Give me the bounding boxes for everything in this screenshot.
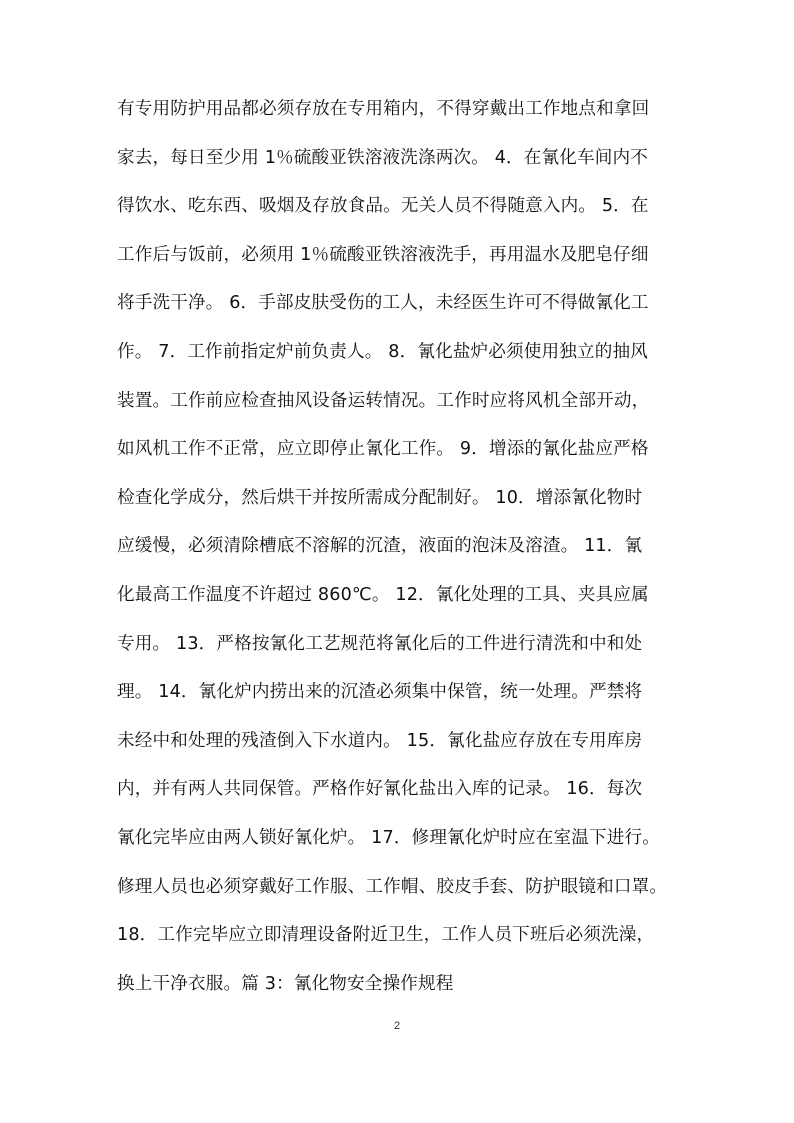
text-line-10: 应缓慢，必须清除槽底不溶解的沉渣，液面的泡沫及溶渣。 11．氰 [117,536,643,557]
text-line-2: 家去，每日至少用 1％硫酸亚铁溶液洗涤两次。 4．在氰化车间内不 [117,147,649,168]
body-text [117,85,687,1008]
text-line-17: 修理人员也必须穿戴好工作服、工作帽、胶皮手套、防护眼镜和口罩。 [117,876,668,897]
text-line-3: 得饮水、吃东西、吸烟及存放食品。无关人员不得随意入内。 5．在 [117,196,649,217]
page-number: 2 [393,1020,401,1032]
text-line-14: 未经中和处理的残渣倒入下水道内。 15．氰化盐应存放在专用库房 [117,730,643,751]
text-line-5: 将手洗干净。 6．手部皮肤受伤的工人，未经医生许可不得做氰化工 [117,293,649,314]
text-line-4: 工作后与饭前，必须用 1％硫酸亚铁溶液洗手，再用温水及肥皂仔细 [117,244,649,265]
text-line-6: 作。 7．工作前指定炉前负责人。 8．氰化盐炉必须使用独立的抽风 [117,341,649,362]
text-line-15: 内，并有两人共同保管。严格作好氰化盐出入库的记录。 16．每次 [117,779,643,800]
text-line-7: 装置。工作前应检查抽风设备运转情况。工作时应将风机全部开动， [117,390,650,411]
text-line-16: 氰化完毕应由两人锁好氰化炉。 17．修理氰化炉时应在室温下进行。 [117,827,661,848]
text-line-9: 检查化学成分，然后烘干并按所需成分配制好。 10．增添氰化物时 [117,487,643,508]
text-line-11: 化最高工作温度不许超过 860℃。 12．氰化处理的工具、夹具应属 [117,584,649,605]
text-line-12: 专用。 13．严格按氰化工艺规范将氰化后的工件进行清洗和中和处 [117,633,643,654]
text-line-8: 如风机工作不正常，应立即停止氰化工作。 9．增添的氰化盐应严格 [117,439,649,460]
text-line-13: 理。 14．氰化炉内捞出来的沉渣必须集中保管，统一处理。严禁将 [117,682,643,703]
text-line-19: 换上干净衣服。篇 3：氰化物安全操作规程 [117,973,454,994]
text-line-1: 有专用防护用品都必须存放在专用箱内，不得穿戴出工作地点和拿回 [117,99,650,119]
text-line-18: 18．工作完毕应立即清理设备附近卫生，工作人员下班后必须洗澡， [117,925,655,946]
